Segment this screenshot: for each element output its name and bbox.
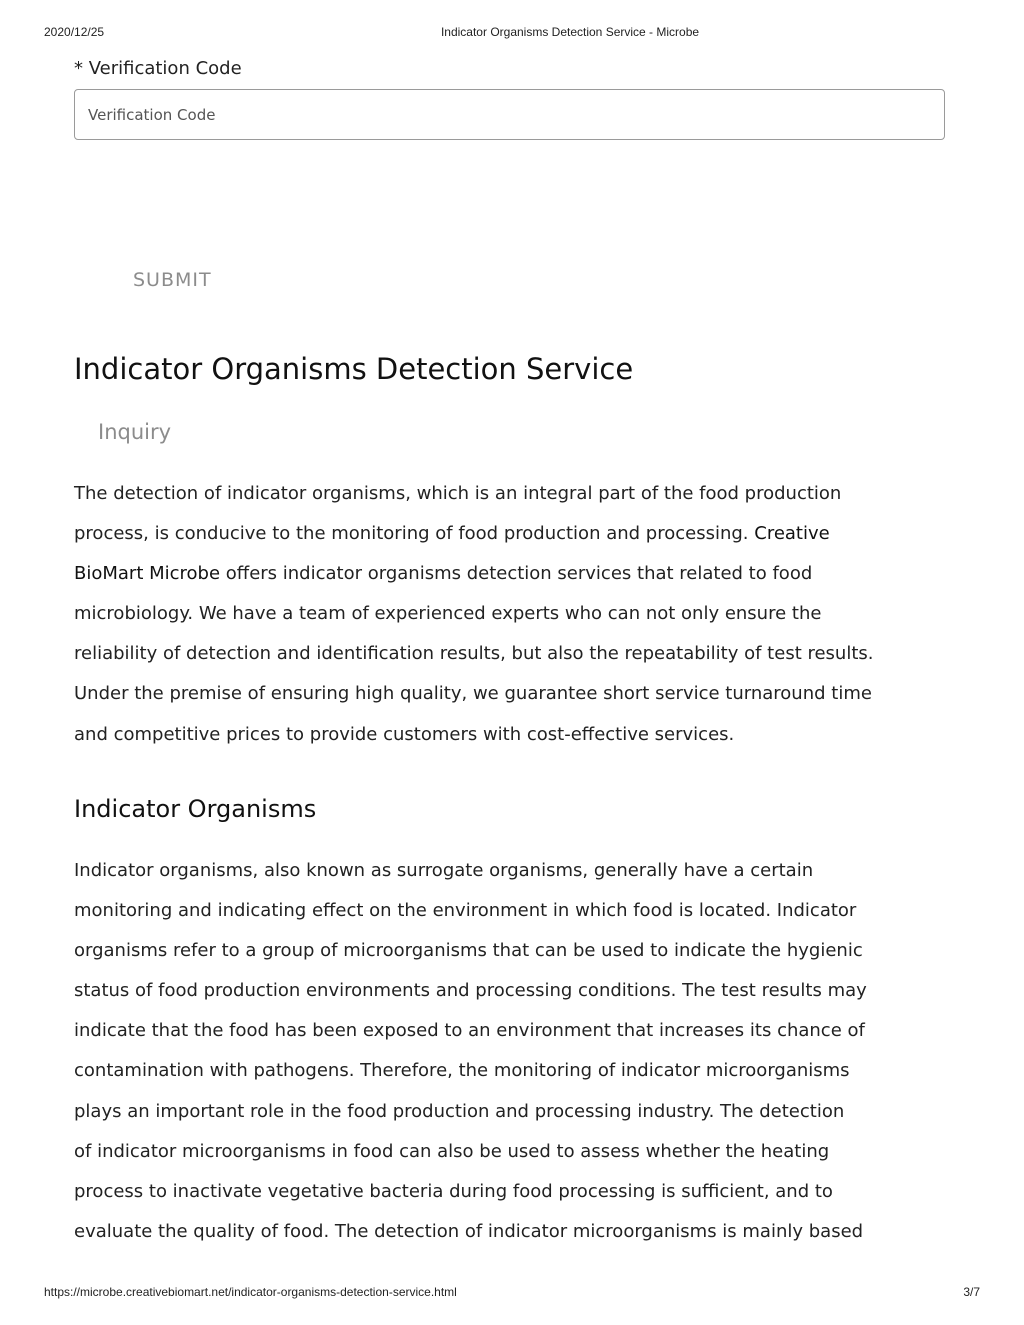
creative-biomart-link-continued[interactable]: BioMart Microbe [74, 563, 221, 585]
paragraph-line: of indicator microorganisms in food can also be used to assess whether the heating [74, 1140, 830, 1162]
intro-text: offers indicator organisms detection services that related to food [220, 563, 813, 585]
paragraph-line: indicate that the food has been exposed to an environment that increases its chance of [74, 1020, 865, 1042]
paragraph-line: process to inactivate vegetative bacteria during food processing is sufficient, and to [74, 1180, 833, 1202]
paragraph-line: plays an important role in the food production and processing industry. The detection [74, 1100, 845, 1122]
page-title: Indicator Organisms Detection Service [74, 352, 634, 386]
print-header-date: 2020/12/25 [44, 25, 105, 39]
intro-line: and competitive prices to provide customers with cost-effective services. [74, 723, 735, 745]
print-footer-page-number: 3/7 [963, 1285, 980, 1299]
creative-biomart-link[interactable]: Creative [754, 523, 830, 545]
intro-line [74, 554, 954, 594]
print-footer-url: https://microbe.creativebiomart.net/indicator-organisms-detection-service.html [44, 1285, 457, 1299]
paragraph-line: contamination with pathogens. Therefore, the monitoring of indicator microorganisms [74, 1060, 850, 1082]
indicator-organisms-paragraph [74, 851, 954, 1252]
intro-paragraph [74, 474, 954, 755]
intro-line: Under the premise of ensuring high quality, we guarantee short service turnaround time [74, 683, 872, 705]
intro-line: microbiology. We have a team of experienced experts who can not only ensure the [74, 603, 822, 625]
intro-text: process, is conducive to the monitoring of food production and processing. [74, 523, 755, 545]
paragraph-line: Indicator organisms, also known as surrogate organisms, generally have a certain [74, 860, 814, 881]
paragraph-line: evaluate the quality of food. The detection of indicator microorganisms is mainly based [74, 1220, 864, 1242]
paragraph-line: status of food production environments and processing conditions. The test results may [74, 980, 867, 1002]
section-title-indicator-organisms: Indicator Organisms [74, 795, 317, 823]
paragraph-line: monitoring and indicating effect on the environment in which food is located. Indicator [74, 900, 857, 922]
paragraph-line: organisms refer to a group of microorganisms that can be used to indicate the hygienic [74, 940, 863, 962]
inquiry-link[interactable]: Inquiry [98, 420, 172, 444]
verification-code-input[interactable] [74, 89, 945, 140]
verification-code-label: * Verification Code [74, 58, 242, 79]
print-header-title: Indicator Organisms Detection Service - Microbe [440, 25, 700, 39]
intro-line: reliability of detection and identification results, but also the repeatability of test results. [74, 643, 874, 665]
intro-line [74, 514, 954, 554]
intro-line: The detection of indicator organisms, which is an integral part of the food production [74, 483, 842, 504]
submit-button[interactable]: SUBMIT [115, 263, 230, 297]
